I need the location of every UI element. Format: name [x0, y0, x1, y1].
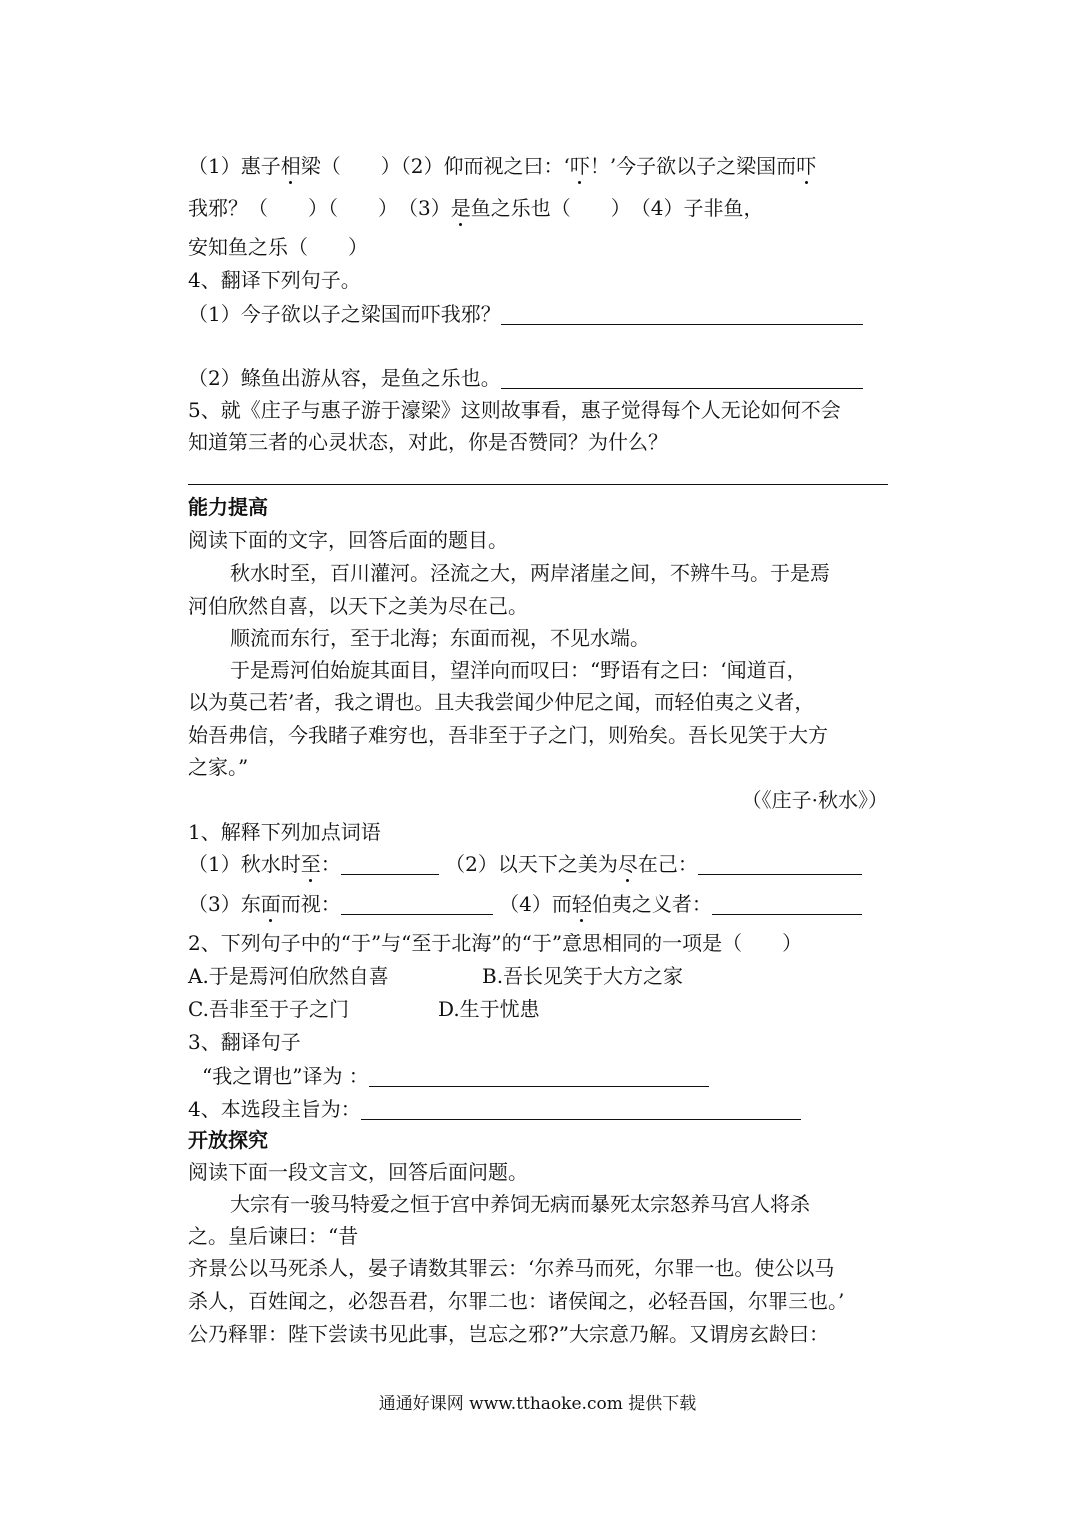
section-intro: 阅读下面一段文言文，回答后面问题。	[188, 1160, 528, 1184]
question-4-title: 4、翻译下列句子。	[188, 268, 361, 292]
question-1-row-1: （1）秋水时至： （2）以天下之美为尽在己：	[188, 852, 888, 876]
answer-blank[interactable]	[698, 854, 862, 875]
answer-blank[interactable]	[341, 894, 493, 915]
dotted-word: 吓	[569, 154, 590, 178]
dotted-word: 尽	[617, 852, 638, 876]
question-3-title: 3、翻译句子	[188, 1030, 301, 1054]
question-2-options-2	[188, 997, 888, 1021]
question-4-item-1: （1）今子欲以子之梁国而吓我邪？	[188, 302, 888, 326]
question-3-line-3: 安知鱼之乐（ ）	[188, 235, 368, 259]
passage-source: （《庄子·秋水》）	[741, 788, 888, 812]
option-a[interactable]: A.于是焉河伯欣然自喜	[188, 964, 389, 988]
option-c[interactable]: C.吾非至于子之门	[188, 997, 349, 1021]
dotted-word: 面	[260, 892, 281, 916]
answer-blank[interactable]	[501, 304, 863, 325]
question-2-options-1	[188, 964, 888, 988]
question-5-line-2: 知道第三者的心灵状态，对此，你是否赞同？为什么？	[188, 430, 668, 454]
passage-line: 大宗有一骏马特爱之恒于宫中养饲无病而暴死太宗怒养马宫人将杀	[230, 1192, 810, 1216]
passage-line: 于是焉河伯始旋其面目，望洋向而叹曰：“野语有之曰：‘闻道百，	[230, 658, 807, 682]
passage-line: 始吾弗信，今我睹子难穷也，吾非至于子之门，则殆矣。吾长见笑于大方	[188, 723, 828, 747]
passage-line: 公乃释罪：陛下尝读书见此事，岂忘之邪?”大宗意乃解。又谓房玄龄曰：	[188, 1322, 829, 1346]
dotted-word: 是	[450, 196, 471, 220]
answer-blank[interactable]	[361, 1099, 801, 1120]
question-5-line-1: 5、就《庄子与惠子游于濠梁》这则故事看，惠子觉得每个人无论如何不会	[188, 398, 841, 422]
section-intro: 阅读下面的文字，回答后面的题目。	[188, 528, 508, 552]
dotted-word: 相	[280, 154, 301, 178]
question-3-item: “我之谓也”译为 ：	[202, 1064, 902, 1088]
passage-line: 秋水时至，百川灌河。泾流之大，两岸渚崖之间，不辨牛马。于是焉	[230, 561, 830, 585]
passage-line: 以为莫己若’者，我之谓也。且夫我尝闻少仲尼之闻，而轻伯夷之义者，	[188, 690, 815, 714]
option-d[interactable]: D.生于忧患	[438, 997, 540, 1021]
dotted-word: 吓	[796, 154, 817, 178]
passage-line: 杀人，百姓闻之，必怨吾君，尔罪二也：诸侯闻之，必轻吾国，尔罪三也。’	[188, 1289, 845, 1313]
question-1-row-2: （3）东面而视： （4）而轻伯夷之义者：	[188, 892, 888, 916]
question-4-main-idea: 4、本选段主旨为：	[188, 1097, 888, 1121]
passage-line: 顺流而东行，至于北海；东面而视，不见水端。	[230, 626, 650, 650]
answer-blank[interactable]	[712, 894, 862, 915]
page-footer: 通通好课网 www.tthaoke.com 提供下载	[378, 1394, 697, 1414]
question-1-title: 1、解释下列加点词语	[188, 820, 381, 844]
answer-blank[interactable]	[341, 854, 439, 875]
answer-blank[interactable]	[501, 368, 863, 389]
answer-blank[interactable]	[369, 1066, 709, 1087]
passage-line: 之。皇后谏曰：“昔	[188, 1224, 359, 1248]
question-2-title: 2、下列句子中的“于”与“至于北海”的“于”意思相同的一项是（ ）	[188, 931, 803, 955]
passage-line: 河伯欣然自喜，以天下之美为尽在己。	[188, 594, 528, 618]
passage-line: 齐景公以马死杀人，晏子请数其罪云：‘尔养马而死，尔罪一也。使公以马	[188, 1256, 835, 1280]
dotted-word: 至	[300, 852, 321, 876]
question-4-item-2: （2）鲦鱼出游从容，是鱼之乐也。	[188, 366, 888, 390]
option-b[interactable]: B.吾长见笑于大方之家	[482, 964, 684, 988]
passage-line: 之家。”	[188, 755, 249, 779]
question-3-line-2: 我邪？（ ）（ ） （3）是鱼之乐也（ ） （4）子非鱼，	[188, 196, 764, 220]
answer-line[interactable]	[188, 484, 888, 485]
section-heading-explore: 开放探究	[188, 1128, 268, 1152]
dotted-word: 轻	[571, 892, 592, 916]
question-3-line-1: （1）惠子相梁（ ）（2）仰而视之曰：‘吓！’今子欲以子之梁国而吓	[188, 154, 817, 178]
section-heading-ability: 能力提高	[188, 495, 268, 519]
